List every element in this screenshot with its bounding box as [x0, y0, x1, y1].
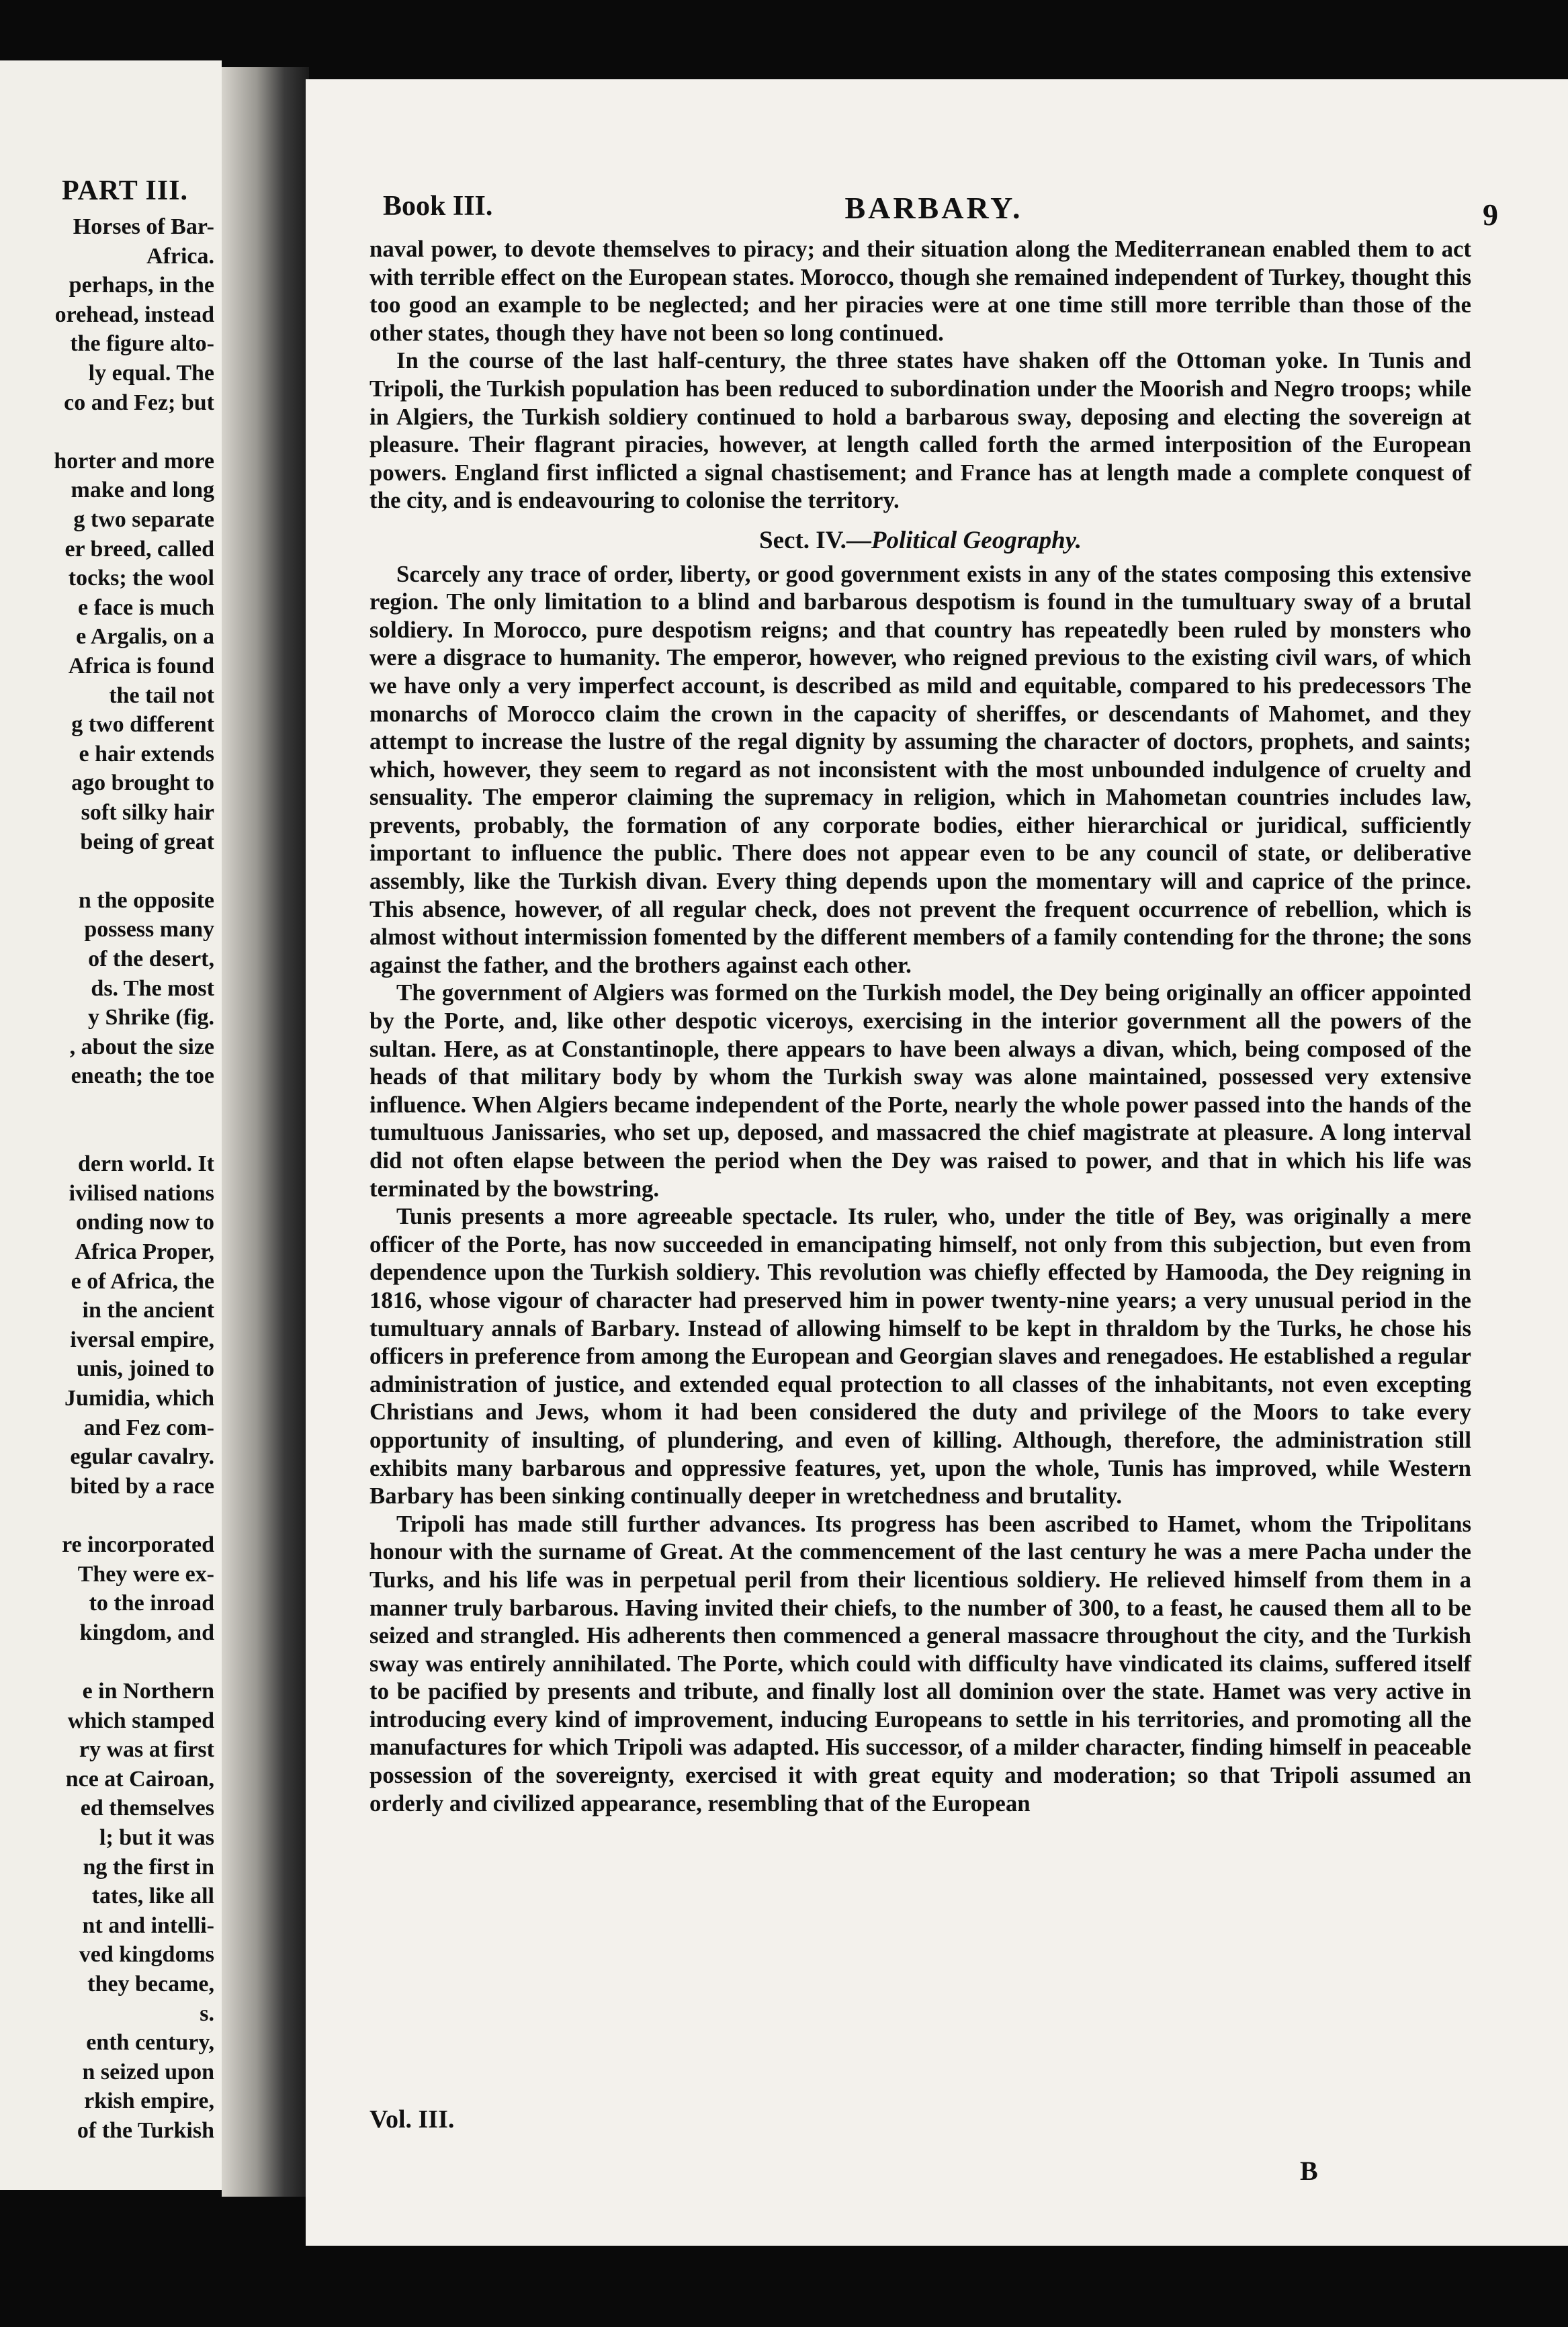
left-page-line: of the desert, [88, 947, 214, 971]
left-page-line: orehead, instead [54, 302, 214, 327]
signature-mark: B [1300, 2156, 1318, 2186]
left-page-line: unis, joined to [77, 1356, 214, 1382]
left-page-line: in the ancient [82, 1298, 214, 1323]
left-page-line: soft silky hair [81, 800, 214, 825]
left-page-line: e of Africa, the [71, 1268, 214, 1294]
paragraph: In the course of the last half-century, the three states have shaken off the Ottoman yoke. In Tunis and Tripoli, the Turkish population has been reduced to subordination under the Moorish and Negro troops; while in Algiers, the Turkish soldiery continued to hold a barbarous sway, deposing and electing the sovereign at pleasure. Their flagrant piracies, however, at length called forth the armed interposition of the European powers. England first inflicted a signal chastisement; and France has at length made a complete conquest of the city, and is endeavouring to colonise the territory. [369, 347, 1471, 514]
left-page-line: enth century, [86, 2030, 214, 2056]
section-heading [369, 527, 1471, 555]
left-page-line: ivilised nations [69, 1180, 214, 1206]
left-page-line: tates, like all [91, 1884, 214, 1909]
volume-footer: Vol. III. [369, 2105, 455, 2134]
section-prefix: Sect. IV.— [759, 526, 871, 554]
left-page-line: horter and more [54, 448, 214, 474]
left-page-line: Africa. [146, 243, 214, 269]
page-number: 9 [1483, 197, 1498, 232]
left-page-line: n seized upon [82, 2059, 214, 2084]
paragraph: naval power, to devote themselves to piracy; and their situation along the Mediterranean enabled them to act with terrible effect on the European states. Morocco, though she remained independent of Turkey, thought this too good an example to be neglected; and her piracies were at one time still more terrible than those of the other states, though they have not been so long continued. [369, 236, 1471, 346]
left-page-line: rkish empire, [84, 2089, 214, 2114]
paragraph: Tunis presents a more agreeable spectacle. Its ruler, who, under the title of Bey, was originally a mere officer of the Porte, has now succeeded in emancipating himself, not only from this subjection, but even from dependence upon the Turkish soldiery. This revolution was chiefly effected by Hamooda, the Dey reigning in 1816, whose vigour of character had preserved him in power twenty-nine years; a very unusual period in the tumultuary annals of Barbary. Instead of allowing himself to be kept in thraldom by the Turks, he chose his officers in preference from among the European and Georgian slaves and renegadoes. He established a regular administration of justice, and extended equal protection to all classes of the inhabitants, not even excepting Christians and Jews, whom it had been considered the duty and privilege of the Moors to take every opportunity of insulting, of plundering, and even of killing. Although, therefore, the administration still exhibits many barbarous and oppressive features, yet, upon the whole, Tunis has improved, while Western Barbary has been sinking continually deeper in wretchedness and brutality. [369, 1203, 1471, 1509]
left-page-line: l; but it was [99, 1825, 214, 1850]
left-page-line: iversal empire, [70, 1327, 214, 1352]
left-page-line: co and Fez; but [64, 390, 214, 415]
left-page-line: they became, [87, 1972, 214, 1996]
left-page-line: eneath; the toe [71, 1063, 214, 1089]
main-page [306, 79, 1568, 2246]
left-page-line: Jumidia, which [64, 1386, 214, 1411]
left-page-line: to the inroad [89, 1591, 214, 1616]
left-page-line: ed themselves [80, 1796, 214, 1821]
left-page-line: perhaps, in the [69, 273, 214, 298]
left-page-line: Horses of Bar- [73, 214, 214, 239]
left-page-line: nt and intelli- [82, 1913, 214, 1938]
left-page-line: ry was at first [79, 1737, 214, 1763]
left-page-line: e face is much [77, 595, 214, 620]
left-page-line: Africa Proper, [75, 1239, 214, 1264]
paragraph: The government of Algiers was formed on the Turkish model, the Dey being originally an officer appointed by the Porte, and, like other despotic viceroys, exercising in the interior government all the powers of the sultan. Here, as at Constantinople, there appears to have been always a divan, which, being composed of the heads of that military body by whom the Turkish sway was alone maintained, possessed very extensive influence. When Algiers became independent of the Porte, nearly the whole power passed into the hands of the tumultuous Janissaries, who set up, deposed, and massacred the chief magistrate at pleasure. A long interval did not often elapse between the period when the Dey was raised to power, and that in which his life was terminated by the bowstring. [369, 979, 1471, 1202]
left-page-line: ago brought to [71, 771, 214, 796]
left-page [0, 60, 222, 2190]
left-page-line: ly equal. The [88, 361, 214, 386]
left-page-line: possess many [84, 917, 214, 942]
left-page-line: egular cavalry. [70, 1444, 214, 1470]
left-page-line: of the Turkish [77, 2118, 214, 2143]
body-text [369, 235, 1471, 1817]
left-page-line: dern world. It [77, 1151, 214, 1177]
left-page-line: Africa is found [68, 654, 214, 678]
running-head [383, 190, 1498, 232]
left-page-line: y Shrike (fig. [88, 1005, 214, 1030]
left-page-line: n the opposite [78, 887, 214, 913]
left-page-line: s. [200, 2001, 214, 2026]
left-page-line: make and long [71, 478, 214, 503]
left-page-header: PART III. [62, 175, 189, 206]
left-page-line: bited by a race [70, 1473, 214, 1499]
paragraph: Scarcely any trace of order, liberty, or good government exists in any of the states composing this extensive region. The only limitation to a blind and barbarous despotism is found in the tumultuary sway of a brutal soldiery. In Morocco, pure despotism reigns; and that country has repeatedly been ruled by monsters who were a disgrace to humanity. The emperor, however, who reigned previous to the existing civil wars, of which we have only a very imperfect account, is described as mild and equitable, compared to his predecessors The monarchs of Morocco claim the crown in the capacity of sheriffes, or descendants of Mahomet, and they attempt to increase the lustre of the regal dignity by assuming the character of doctors, prophets, and saints; which, however, they seem to regard as not inconsistent with the most unbounded indulgence of cruelty and sensuality. The emperor claiming the supremacy in religion, which in Mahometan countries includes law, prevents, probably, the formation of any corporate bodies, either hierarchical or juridical, sufficiently important to influence the public. There does not appear even to be any council of state, or deliberative assembly, like the Turkish divan. Every thing depends upon the momentary will and caprice of the prince. This absence, however, of all regular check, does not prevent the frequent occurrence of rebellion, which is almost without intermission fomented by the different members of a family contending for the throne; the sons against the father, and the brothers against each other. [369, 560, 1471, 978]
left-page-line: , about the size [69, 1034, 214, 1059]
left-page-line: e hair extends [79, 741, 214, 766]
left-page-line: tocks; the wool [68, 566, 214, 591]
left-page-line: kingdom, and [79, 1620, 214, 1645]
left-page-line: e in Northern [82, 1679, 214, 1704]
left-page-line: the tail not [109, 683, 214, 708]
left-page-line: ng the first in [83, 1854, 214, 1880]
left-page-line: being of great [80, 829, 214, 854]
left-page-line: the figure alto- [70, 331, 214, 357]
left-page-line: which stamped [67, 1708, 214, 1733]
left-page-line: re incorporated [62, 1532, 214, 1557]
left-page-line: They were ex- [77, 1561, 214, 1587]
book-label: Book III. [383, 191, 493, 222]
paragraph: Tripoli has made still further advances. Its progress has been ascribed to Hamet, whom the Tripolitans honour with the surname of Great. At the commencement of the last century he was a mere Pacha under the Turks, and his life was in perpetual peril from their licentious soldiery. He relieved himself from them in a manner truly barbarous. Having invited their chiefs, to the number of 300, to a feast, he caused them all to be seized and strangled. His adherents then commenced a general massacre throughout the city, and the Turkish sway was entirely annihilated. The Porte, which could with difficulty have vindicated its claims, suffered itself to be pacified by presents and tribute, and finally lost all dominion over the state. Hamet was very active in introducing every kind of improvement, inducing Europeans to settle in his territories, and promoting all the manufactures for which Tripoli was adapted. His successor, of a milder character, finding himself in peaceable possession of the sovereignty, exercised it with great equity and moderation; so that Tripoli assumed an orderly and civilized appearance, resembling that of the European [369, 1510, 1471, 1816]
left-page-line: er breed, called [64, 536, 214, 562]
left-page-line: ved kingdoms [79, 1942, 214, 1968]
section-title: Political Geography. [871, 526, 1082, 554]
left-page-line: onding now to [76, 1210, 214, 1235]
left-page-line: nce at Cairoan, [65, 1766, 214, 1792]
book-gutter [222, 67, 309, 2197]
left-page-line: ds. The most [91, 975, 214, 1001]
left-page-line: g two different [71, 712, 214, 738]
page-title: BARBARY. [844, 191, 1023, 225]
left-page-line: g two separate [73, 507, 214, 532]
left-page-line: e Argalis, on a [76, 624, 214, 650]
left-page-line: and Fez com- [83, 1415, 214, 1440]
